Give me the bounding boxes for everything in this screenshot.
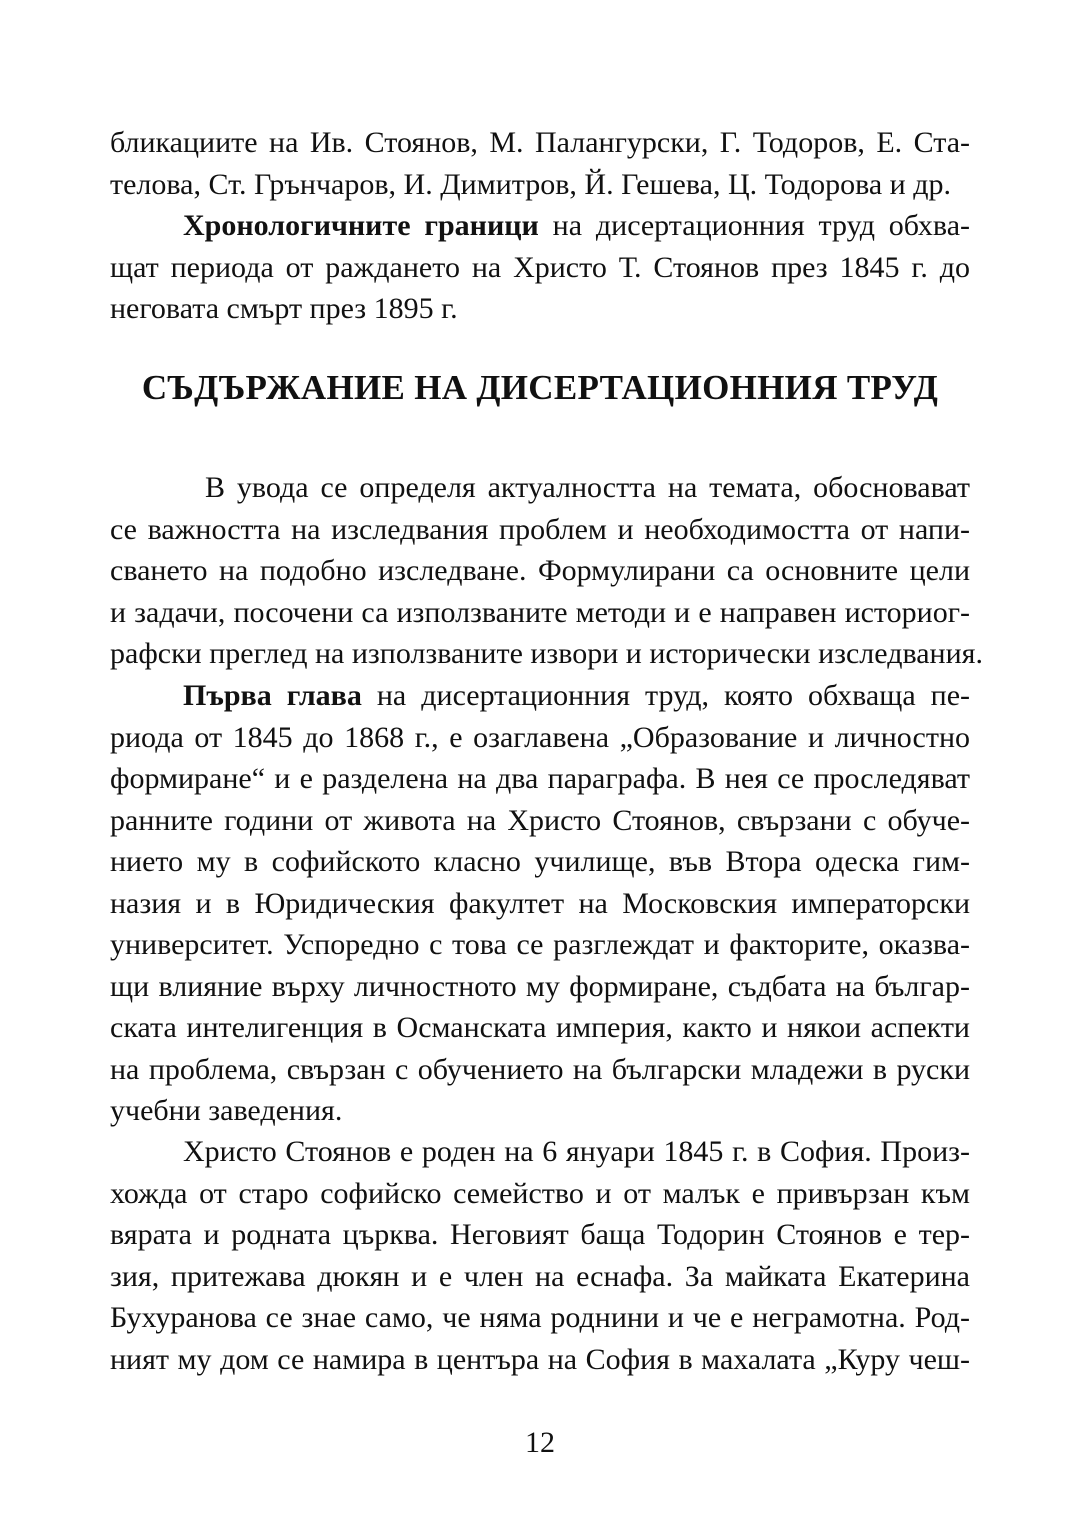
text-line: В увода се определя актуалността на темата, обосновават (205, 471, 970, 504)
text-line: нието му в софийското класно училище, във Втора одеска гим- (110, 845, 970, 878)
text-line: щи влияние върху личностното му формиране, съдбата на българ- (110, 969, 970, 1003)
text-line: ранните години от живота на Христо Стоянов, свързани с обуче- (110, 803, 970, 837)
bold-term: Първа глава (183, 679, 362, 712)
text-line: щат периода от раждането на Христо Т. Стоянов през 1845 г. до (110, 250, 970, 284)
text-line: се важността на изследвания проблем и необходимостта от напи- (110, 512, 970, 546)
text-line: телова, Ст. Грънчаров, И. Димитров, Й. Гешева, Ц. Тодорова и др. (110, 167, 951, 201)
text-line: учебни заведения. (110, 1094, 343, 1127)
paragraph-chronological-boundaries (110, 205, 970, 330)
text-line: на проблема, свързан с обучението на български младежи в руски (110, 1052, 970, 1086)
paragraph-birth (110, 1131, 970, 1380)
text-line: назия и в Юридическия факултет на Московския императорски (110, 886, 970, 920)
text-line: бликациите на Ив. Стоянов, М. Палангурски, Г. Тодоров, Е. Ста- (110, 126, 970, 159)
text-line (110, 205, 970, 247)
text-line (110, 675, 970, 717)
text-line: Христо Стоянов е роден на 6 януари 1845 г. в София. Произ- (183, 1135, 970, 1168)
paragraph-introduction (110, 467, 983, 675)
text-line: сването на подобно изследване. Формулирани са основните цели (110, 554, 970, 587)
text-line: рафски преглед на използваните извори и исторически изследвания. (110, 637, 983, 670)
text-fragment: на дисертационния труд обхва- (538, 209, 970, 242)
text-line: зия, притежава дюкян и е член на еснафа. За майката Екатерина (110, 1259, 970, 1293)
text-fragment: на дисертационния труд, която обхваща пе- (361, 679, 970, 712)
text-line: риода от 1845 до 1868 г., е озаглавена „Образование и личностно (110, 720, 970, 754)
text-line: формиране“ и е разделена на два параграфа. В нея се проследяват (110, 762, 970, 795)
text-line: хожда от старо софийско семейство и от малък е привързан към (110, 1176, 970, 1210)
text-line: Бухуранова се знае само, че няма роднини и че е неграмотна. Род- (110, 1301, 970, 1334)
paragraph-publications (110, 122, 970, 205)
paragraph-chapter-one (110, 675, 970, 1132)
section-heading: СЪДЪРЖАНИЕ НА ДИСЕРТАЦИОННИЯ ТРУД (141, 368, 939, 407)
text-line: университет. Успоредно с това се разглеждат и факторите, оказва- (110, 928, 970, 961)
bold-term: Хронологичните граници (183, 209, 539, 242)
text-line: и задачи, посочени са използваните методи и е направен историог- (110, 595, 970, 629)
page-number: 12 (525, 1426, 555, 1459)
text-line: вярата и родната църква. Неговият баща Тодорин Стоянов е тер- (110, 1218, 970, 1251)
text-line: ният му дом се намира в центъра на София в махалата „Куру чеш- (110, 1342, 970, 1376)
text-line: ската интелигенция в Османската империя, както и някои аспекти (110, 1011, 970, 1044)
text-line: неговата смърт през 1895 г. (110, 292, 458, 325)
